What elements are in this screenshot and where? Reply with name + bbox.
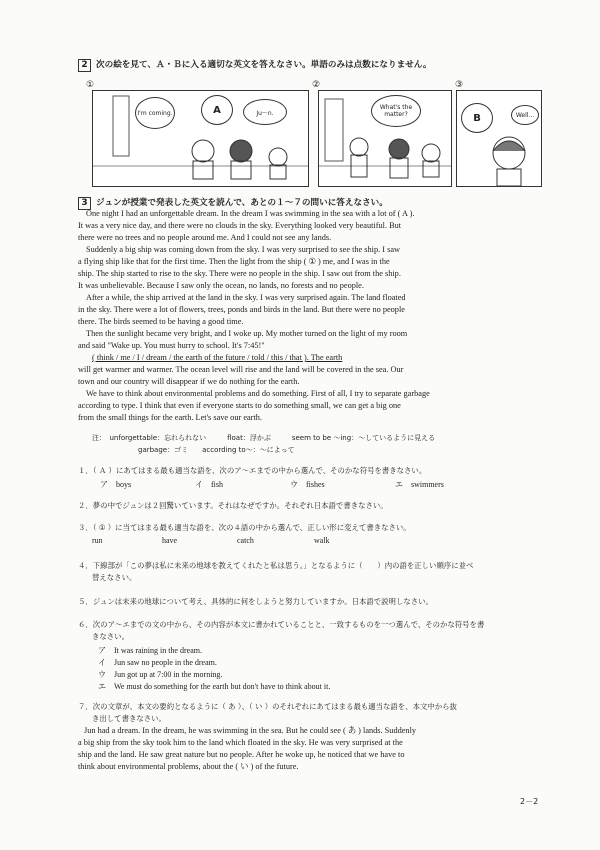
passage-line: Suddenly a big ship was coming down from the sky. I was very surprised to see the ship. I saw — [86, 245, 401, 254]
passage-line: After a while, the ship arrived at the land in the sky. I was very surprised again. The land floated — [86, 293, 406, 302]
option-e: エ We must do something for the earth but don't have to think about it. — [98, 682, 331, 691]
summary-line: Jun had a dream. In the dream, he was swimming in the sea. But he could see ( あ ) lands. Suddenly — [84, 726, 417, 735]
comic-panel-3 — [456, 90, 542, 187]
option-u: ウ Jun got up at 7:00 in the morning. — [98, 670, 223, 679]
passage-line: town and our country will disappear if we do nothing for the earth. — [78, 377, 300, 386]
comic-panel-1 — [92, 90, 309, 187]
q2-instruction: 次の絵を見て、Ａ・Ｂに入る適切な英文を答えなさい。単語のみは点数になりません。 — [96, 60, 432, 70]
q2-number: 2 — [78, 59, 91, 72]
vocab-notes-1: 注： unforgettable：忘れられない float：浮かぶ seem to be ～ing：～しているように見える — [92, 434, 436, 442]
passage-line: Then the sunlight became very bright, and I woke up. My mother turned on the light of my room — [86, 329, 408, 338]
passage-line: in the sky. There were a lot of flowers, trees, ponds and birds in the land. But there were no people — [78, 305, 405, 314]
option-a: ア boys — [100, 480, 132, 489]
passage-line: It was a very nice day, and there were no clouds in the sky. Everything looked very beautiful. But — [78, 221, 402, 230]
panel-1-number: ① — [86, 80, 95, 90]
bubble-im-coming: I'm coming. — [135, 97, 175, 129]
q2-heading — [78, 58, 432, 72]
question-4: ４．下線部が「この夢は私に未来の地球を教えてくれたと私は思う。」となるように（ ）内の語を正しい順序に並べ — [78, 561, 474, 570]
option-i: イ Jun saw no people in the dream. — [98, 658, 217, 667]
passage-line: One night I had an unforgettable dream. In the dream I was swimming in the sea with a lot of ( A ). — [86, 209, 415, 218]
word-run: run — [92, 536, 103, 545]
panel-3-number: ③ — [455, 80, 464, 90]
bubble-whats-the-matter: What's the matter? — [371, 95, 421, 127]
passage-line: from the small things for the earth. Let's save our earth. — [78, 413, 262, 422]
question-1: １．（ Ａ ）にあてはまる最も適当な語を、次のア～エまでの中から選んで、そのかな符号を書きなさい。 — [78, 466, 427, 475]
word-catch: catch — [237, 536, 254, 545]
bubble-a: A — [201, 95, 233, 125]
comic-panel-2 — [318, 90, 452, 187]
passage-line: according to type. I think that even if everyone starts to do something small, we can get a big one — [78, 401, 401, 410]
passage-line: there. The birds seemed to be having a good time. — [78, 317, 244, 326]
question-7: ７．次の文章が、本文の要約となるように（ あ ）、（ い ）のそれぞれにあてはまる最も適当な語を、本文中から抜 — [78, 702, 457, 711]
passage-line: and said "Wake up. You must hurry to school. It's 7:45!" — [78, 341, 265, 350]
page-number: 2－2 — [520, 797, 539, 806]
bubble-jun: Ju～n. — [243, 99, 287, 125]
question-2: ２．夢の中でジュンは２回驚いています。それはなぜですか。それぞれ日本語で書きなさい。 — [78, 501, 388, 510]
passage-line: It was unbelievable. Because I saw only the ocean, no lands, no forests and no people. — [78, 281, 364, 290]
question-6-cont: きなさい。 — [92, 632, 129, 641]
option-e: エ swimmers — [395, 480, 444, 489]
word-have: have — [162, 536, 178, 545]
question-6: ６．次のア～エまでの文の中から、その内容が本文に書かれていることと、一致するものを一つ選んで、そのかな符号を書 — [78, 620, 485, 629]
q3-instruction: ジュンが授業で発表した英文を読んで、あとの１～７の問いに答えなさい。 — [96, 198, 388, 208]
question-6-options — [98, 645, 330, 693]
summary-line: think about environmental problems, about the ( い ) of the future. — [78, 762, 299, 771]
q3-number: 3 — [78, 197, 91, 210]
summary-line: ship and the land. He saw great nature but no people. After he woke up, he noticed that we have to — [78, 750, 405, 759]
option-a: ア It was raining in the dream. — [98, 646, 202, 655]
question-5: ５．ジュンは未来の地球について考え、具体的に何をしようと努力していますか。日本語で説明しなさい。 — [78, 597, 433, 606]
summary-line: a big ship from the sky took him to the land which floated in the sky. He was very surprised at the — [78, 738, 403, 747]
word-walk: walk — [314, 536, 330, 545]
passage-line: will get warmer and warmer. The ocean level will rise and the land will be covered in the sea. Our — [78, 365, 404, 374]
panel-2-number: ② — [312, 80, 321, 90]
underlined-scramble: ( think / me / I / dream / the earth of the future / told / this / that ). The earth — [92, 353, 343, 362]
question-3: ３．（ ① ）に当てはまる最も適当な語を、次の４語の中から選んで、正しい形に変えて書きなさい。 — [78, 523, 411, 532]
question-7-cont: き出して書きなさい。 — [92, 714, 166, 723]
question-4-cont: 替えなさい。 — [92, 573, 137, 582]
bubble-b: B — [461, 103, 493, 133]
passage-line: We have to think about environmental problems and do something. First of all, I try to separate garbage — [86, 389, 430, 398]
bubble-well: Well... — [511, 105, 539, 125]
option-i: イ fish — [195, 480, 223, 489]
passage-line: there were no trees and no people around me. And I could not see any lands. — [78, 233, 332, 242]
passage-line: ship. The ship started to rise to the sky. There were no people in the ship. I saw out from the ship. — [78, 269, 401, 278]
passage-line: a flying ship like that for the first time. Then the light from the ship ( ① ) me, and I was in the — [78, 257, 390, 266]
option-u: ウ fishes — [290, 480, 325, 489]
vocab-notes-2: garbage：ゴミ according to～：～によって — [138, 446, 295, 454]
